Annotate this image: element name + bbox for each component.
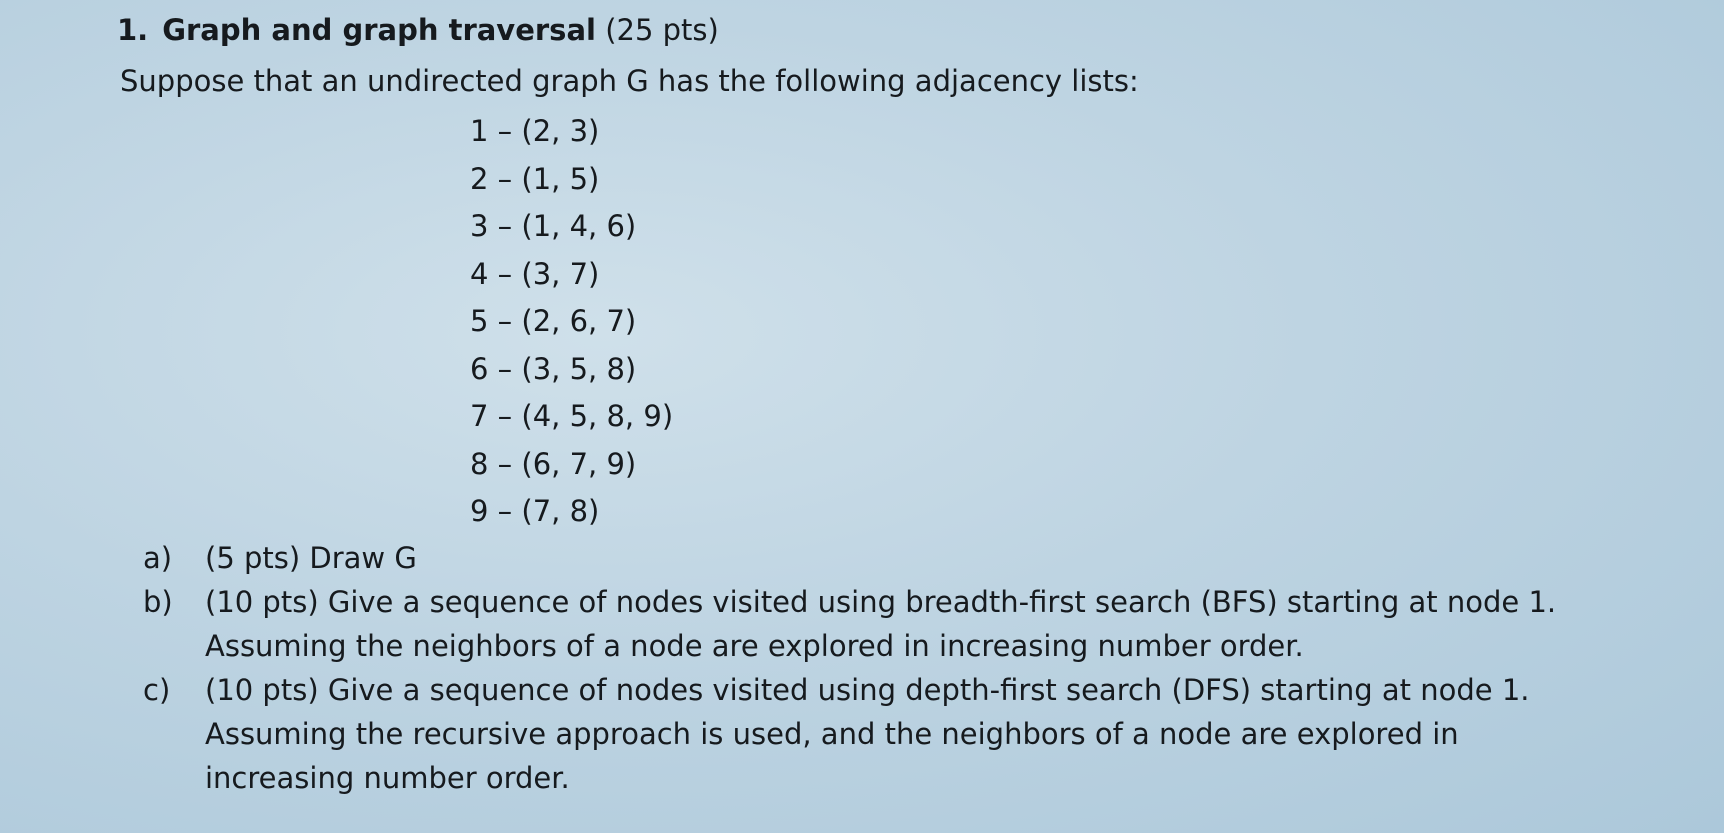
subquestion-a	[143, 536, 1556, 580]
adjacency-entry: 9 – (7, 8)	[470, 494, 600, 528]
subquestion-text: increasing number order.	[205, 761, 570, 795]
subquestion-c	[143, 668, 1556, 800]
subquestion-text: Assuming the neighbors of a node are explored in increasing number order.	[205, 629, 1304, 663]
adjacency-list	[470, 108, 673, 536]
adjacency-entry: 5 – (2, 6, 7)	[470, 304, 637, 338]
question-heading	[117, 10, 719, 50]
question-title: Graph and graph traversal	[162, 13, 596, 47]
subquestion-text: (5 pts) Draw G	[205, 541, 417, 575]
adjacency-entry: 8 – (6, 7, 9)	[470, 446, 637, 481]
adjacency-entry: 3 – (1, 4, 6)	[470, 209, 637, 243]
subquestion-text: Assuming the recursive approach is used, and the neighbors of a node are explored in	[205, 717, 1459, 751]
subquestion-text: (10 pts) Give a sequence of nodes visited using breadth-first search (BFS) starting at node 1.	[205, 585, 1557, 619]
adjacency-entry: 1 – (2, 3)	[470, 114, 600, 148]
subquestion-marker: b)	[143, 585, 173, 619]
subquestion-list	[143, 536, 1556, 800]
adjacency-entry: 7 – (4, 5, 8, 9)	[470, 399, 674, 433]
adjacency-entry: 4 – (3, 7)	[470, 256, 600, 291]
subquestion-marker: c)	[143, 673, 171, 707]
subquestion-marker: a)	[143, 541, 173, 575]
subquestion-text: (10 pts) Give a sequence of nodes visited using depth-first search (DFS) starting at node 1.	[205, 673, 1530, 707]
subquestion-b	[143, 580, 1556, 668]
adjacency-entry: 6 – (3, 5, 8)	[470, 351, 637, 386]
question-number: 1.	[117, 13, 149, 47]
question-points: (25 pts)	[605, 13, 719, 47]
adjacency-entry: 2 – (1, 5)	[470, 161, 600, 196]
question-intro: Suppose that an undirected graph G has the following adjacency lists:	[120, 64, 1139, 98]
